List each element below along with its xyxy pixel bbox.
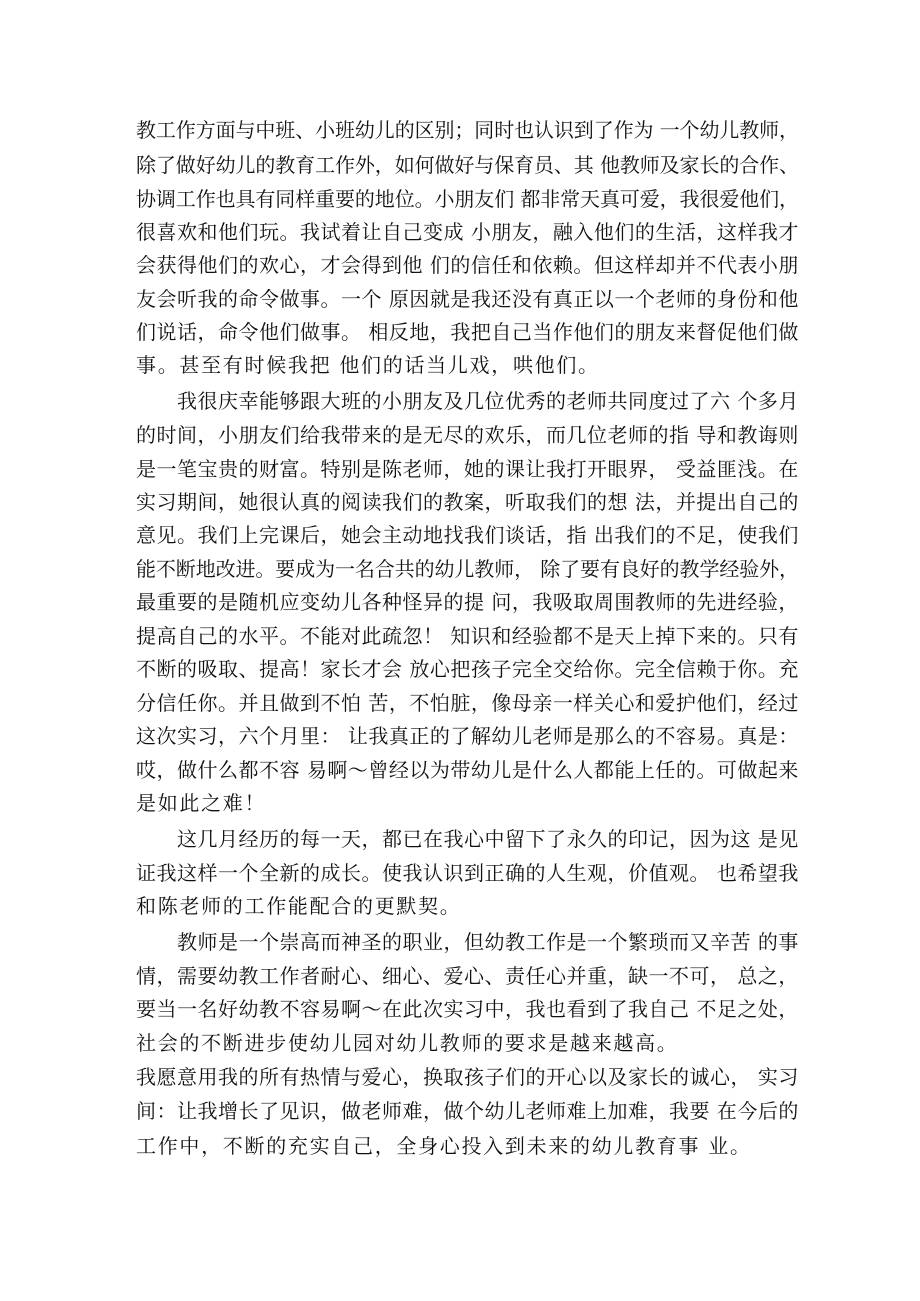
text-line: 的时间，小朋友们给我带来的是无尽的欢乐，而几位老师的指 导和教诲则 [136, 423, 799, 447]
text-line: 能不断地改进。要成为一名合共的幼儿教师， 除了要有良好的教学经验外， [136, 557, 799, 581]
text-line: 是如此之难！ [136, 791, 267, 815]
text-line: 协调工作也具有同样重要的地位。小朋友们 都非常天真可爱，我很爱他们， [136, 187, 799, 211]
text-line: 提高自己的水平。不能对此疏忽！ 知识和经验都不是天上掉下来的。只有 [136, 624, 799, 648]
text-line: 这次实习，六个月里： 让我真正的了解幼儿老师是那么的不容易。真是： [136, 724, 799, 748]
text-line: 实习期间，她很认真的阅读我们的教案，听取我们的想 法，并提出自己的 [136, 490, 799, 514]
text-line: 工作中，不断的充实自己，全身心投入到未来的幼儿教育事 业。 [136, 1134, 752, 1158]
text-line: 们说话，命令他们做事。 相反地，我把自己当作他们的朋友来督促他们做 [136, 320, 799, 344]
text-line: 要当一名好幼教不容易啊～在此次实习中，我也看到了我自己 不足之处， [136, 997, 799, 1021]
text-line: 事。甚至有时候我把 他们的话当儿戏，哄他们。 [136, 353, 600, 377]
text-line: 教工作方面与中班、小班幼儿的区别；同时也认识到了作为 一个幼儿教师， [136, 118, 799, 142]
text-line: 这几月经历的每一天，都已在我心中留下了永久的印记，因为这 是见 [136, 827, 799, 851]
text-line: 教师是一个崇高而神圣的职业，但幼教工作是一个繁琐而又辛苦 的事 [136, 930, 799, 954]
text-line: 和陈老师的工作能配合的更默契。 [136, 894, 462, 918]
text-line: 情，需要幼教工作者耐心、细心、爱心、责任心并重，缺一不可， 总之， [136, 964, 799, 988]
text-line: 友会听我的命令做事。一个 原因就是我还没有真正以一个老师的身份和他 [136, 287, 799, 311]
text-line: 分信任你。并且做到不怕 苦，不怕脏，像母亲一样关心和爱护他们，经过 [136, 691, 799, 715]
text-line: 意见。我们上完课后，她会主动地找我们谈话，指 出我们的不足，使我们 [136, 523, 799, 547]
text-line: 我很庆幸能够跟大班的小朋友及几位优秀的老师共同度过了六 个多月 [136, 389, 799, 413]
text-line: 是一笔宝贵的财富。特别是陈老师，她的课让我打开眼界， 受益匪浅。在 [136, 457, 799, 481]
text-line: 证我这样一个全新的成长。使我认识到正确的人生观，价值观。 也希望我 [136, 861, 799, 885]
text-line: 我愿意用我的所有热情与爱心，换取孩子们的开心以及家长的诚心， 实习 [136, 1065, 799, 1089]
text-line: 很喜欢和他们玩。我试着让自己变成 小朋友，融入他们的生活，这样我才 [136, 220, 799, 244]
text-line: 不断的吸取、提高！家长才会 放心把孩子完全交给你。完全信赖于你。充 [136, 657, 799, 681]
text-line: 会获得他们的欢心，才会得到他 们的信任和依赖。但这样却并不代表小朋 [136, 253, 799, 277]
text-line: 哎，做什么都不容 易啊～曾经以为带幼儿是什么人都能上任的。可做起来 [136, 758, 799, 782]
text-line: 除了做好幼儿的教育工作外，如何做好与保育员、其 他教师及家长的合作、 [136, 153, 799, 177]
text-line: 社会的不断进步使幼儿园对幼儿教师的要求是越来越高。 [136, 1031, 679, 1055]
text-line: 最重要的是随机应变幼儿各种怪异的提 问，我吸取周围教师的先进经验， [136, 590, 799, 614]
text-line: 间：让我增长了见识，做老师难，做个幼儿老师难上加难，我要 在今后的 [136, 1099, 799, 1123]
